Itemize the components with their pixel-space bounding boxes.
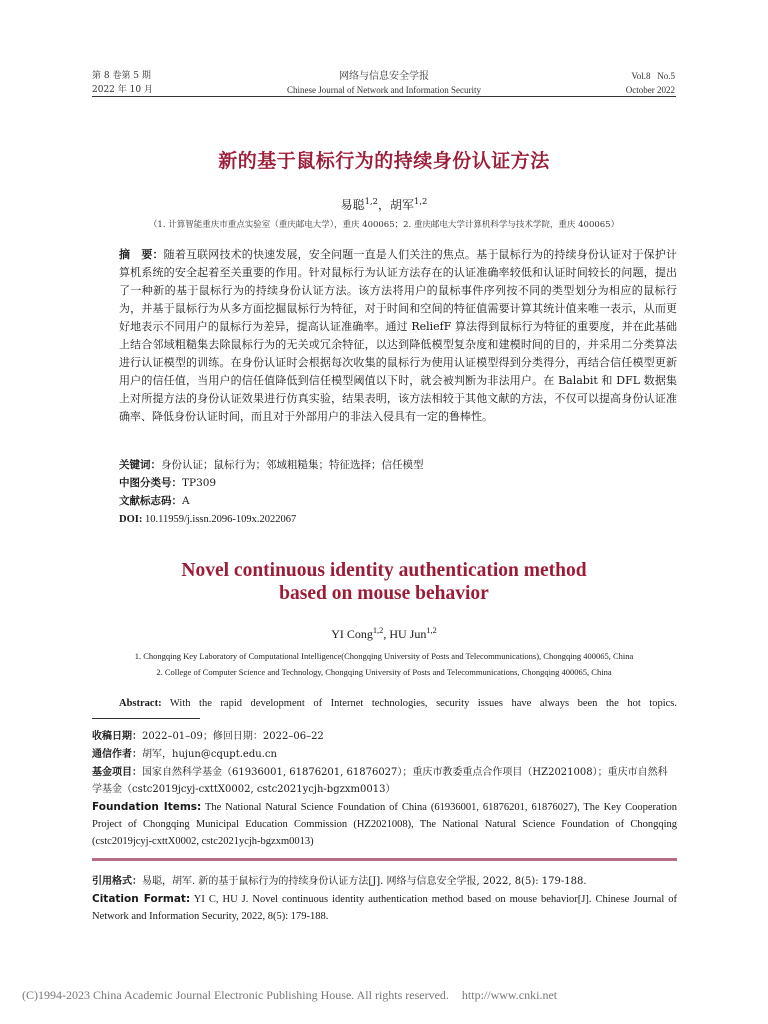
corresponding-label: 通信作者： (92, 749, 142, 760)
corresponding-value: 胡军，hujun@cqupt.edu.cn (142, 749, 277, 760)
copyright-text: (C)1994-2023 China Academic Journal Electronic Publishing House. All rights reserved. (22, 988, 449, 1002)
citation-rule (92, 858, 677, 861)
doc-code-line (119, 492, 190, 510)
title-cn: 新的基于鼠标行为的持续身份认证方法 (218, 150, 550, 172)
citation-en-value: YI C, HU J. Novel continuous identity authentication method based on mouse behavior[J]. Chinese Journal of Network and Information Security, 2022, 8(5): 179-188. (92, 894, 677, 922)
footnote-funding-en (92, 799, 677, 850)
author-1-en: YI Cong (331, 627, 373, 641)
abstract-cn (119, 246, 677, 426)
clc-value: TP309 (182, 477, 217, 489)
header-volume-cn: 第 8 卷第 5 期 (92, 71, 151, 81)
author-2-en: HU Jun (389, 627, 427, 641)
abstract-en-label: Abstract: (119, 698, 162, 709)
author-1-cn: 易聪 (340, 198, 365, 212)
abstract-cn-label: 摘 要： (119, 248, 164, 261)
citation-en-label: Citation Format: (92, 893, 191, 905)
cnki-link[interactable]: http://www.cnki.net (461, 988, 558, 1002)
header-journal-en: Chinese Journal of Network and Information Security (287, 85, 481, 95)
title-en-line-1: Novel continuous identity authentication method (181, 560, 587, 581)
funding-cn-value: 国家自然科学基金（61936001, 61876201, 61876027）；重庆市教委重点合作项目（HZ2021008）；重庆市自然科学基金（cstc2019jcyj-cxttX0002, cstc2021ycjh-bgzxm0013） (92, 767, 668, 795)
keywords-value: 身份认证；鼠标行为；邻域粗糙集；特征选择；信任模型 (161, 459, 424, 471)
affiliation-en-2: 2. College of Computer Science and Technology, Chongqing University of Posts and Telecommunications, Chongqing 400065, China (156, 667, 612, 677)
doi-value: 10.11959/j.issn.2096-109x.2022067 (142, 514, 297, 525)
copyright-footer (22, 988, 748, 1003)
citation-cn-value: 易聪，胡军. 新的基于鼠标行为的持续身份认证方法[J]. 网络与信息安全学报, 2022, 8(5): 179-188. (142, 876, 587, 887)
header-journal-cn: 网络与信息安全学报 (339, 71, 429, 82)
header-volume-en: Vol.8 No.5 (631, 71, 675, 81)
funding-cn-label: 基金项目： (92, 767, 142, 778)
authors-cn (0, 196, 768, 213)
footnote-funding-cn (92, 764, 677, 798)
abstract-cn-text: 随着互联网技术的快速发展，安全问题一直是人们关注的焦点。基于鼠标行为的持续身份认证对于保护计算机系统的安全起着至关重要的作用。针对鼠标行为认证方法存在的认证准确率较低和认证时间较长的问题，提出了一种新的基于鼠标行为的持续身份认证方法。该方法将用户的鼠标事件序列按不同的类型划分为相应的鼠标行为，并基于鼠标行为从多方面挖掘鼠标行为特征，对于时间和空间的特征值需要计算其统计值来唯一表示，从而更好地表示不同用户的鼠标行为差异，提高认证准确率。通过 ReliefF 算法得到鼠标行为特征的重要度，并在此基础上结合邻域粗糙集去除鼠标行为的无关或冗余特征，以达到降低模型复杂度和建模时间的目的，并采用二分类算法进行认证模型的训练。在身份认证时会根据每次收集的鼠标行为使用认证模型得到分类得分，再结合信任模型更新用户的信任值，当用户的信任值降低到信任模型阈值以下时，就会被判断为非法用户。在 Balabit 和 DFL 数据集上对所提方法的身份认证效果进行仿真实验，结果表明，该方法相较于其他文献的方法，不仅可以提高身份认证准确率、降低身份认证时间，而且对于外部用户的非法入侵具有一定的鲁棒性。 (119, 248, 677, 423)
authors-en (0, 626, 768, 642)
author-1-en-sup: 1,2 (372, 626, 384, 635)
doi-line (119, 511, 296, 529)
author-2-cn-sup: 1,2 (414, 196, 428, 206)
clc-label: 中图分类号： (119, 477, 182, 489)
received-value: 2022–01–09；修回日期：2022–06–22 (142, 731, 324, 742)
author-sep-cn: ， (377, 198, 390, 212)
author-2-cn: 胡军 (390, 198, 415, 212)
title-en (0, 559, 768, 605)
citation-cn (92, 873, 677, 890)
header-rule (92, 96, 676, 97)
funding-en-label: Foundation Items: (92, 801, 202, 813)
funding-en-value: The National Natural Science Foundation of China (61936001, 61876201, 61876027), The Key Cooperation Project of Chongqing Municipal Education Commission (HZ2021008), The National Natural Science Foundation of Chongqing (cstc2019jcyj-cxttX0002, cstc2021ycjh-bgzxm0013) (92, 802, 677, 847)
keywords-label: 关键词： (119, 459, 161, 471)
author-1-cn-sup: 1,2 (364, 196, 378, 206)
doi-label: DOI: (119, 514, 143, 525)
citation-cn-label: 引用格式： (92, 876, 142, 887)
affiliation-cn: （1. 计算智能重庆市重点实验室（重庆邮电大学），重庆 400065；2. 重庆邮电大学计算机科学与技术学院，重庆 400065） (148, 220, 620, 230)
doc-code-value: A (182, 495, 190, 507)
author-2-en-sup: 1,2 (426, 626, 437, 635)
doc-code-label: 文献标志码： (119, 495, 182, 507)
header-date-en: October 2022 (625, 85, 675, 95)
footnote-received (92, 728, 677, 745)
header-date-cn: 2022 年 10 月 (92, 85, 153, 95)
footnote-corresponding (92, 746, 677, 763)
clc-line (119, 474, 216, 492)
abstract-en-text: With the rapid development of Internet technologies, security issues have always been the hot topics. (161, 698, 677, 709)
received-label: 收稿日期： (92, 731, 142, 742)
author-sep-en: , (383, 627, 390, 641)
footnote-rule (92, 718, 200, 719)
citation-en (92, 891, 677, 925)
affiliation-en-1: 1. Chongqing Key Laboratory of Computational Intelligence(Chongqing University of Posts and Telecommunications), Chongqing 400065, China (134, 651, 634, 661)
title-en-line-2: based on mouse behavior (279, 583, 489, 604)
abstract-en (119, 698, 677, 709)
keywords-line (119, 456, 424, 474)
